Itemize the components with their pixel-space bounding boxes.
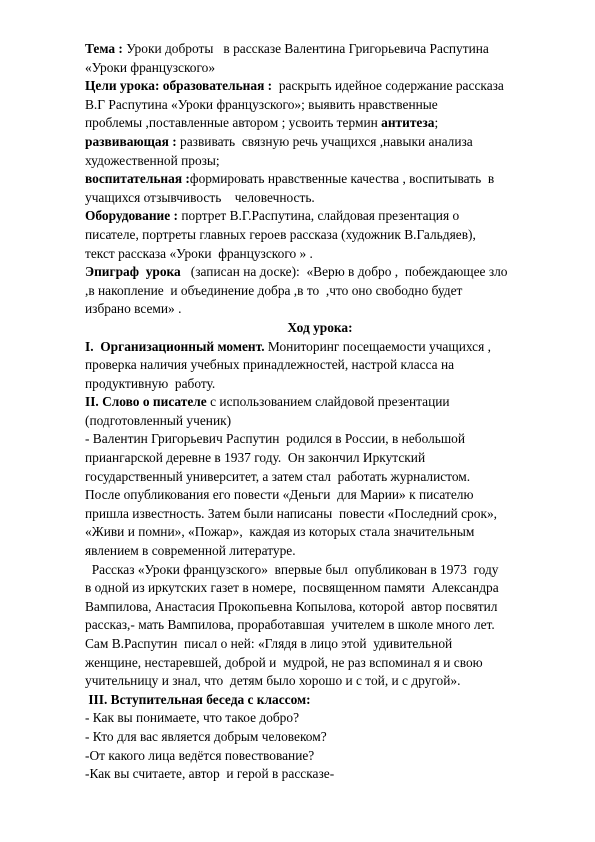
section-1-line-2: проверка наличия учебных принадлежностей, настрой класса на [85, 357, 455, 373]
section-2-text-line: (подготовленный ученик) [85, 412, 232, 428]
epigraph-line-2: ,в накопление и объединение добра ,в то ,что оно свободно будет [85, 282, 463, 298]
equipment-line-2: писателе, портреты главных героев рассказа (художник В.Гальдяев), [85, 226, 476, 242]
section-2-text-line: Сам В.Распутин писал о ней: «Глядя в лицо этой удивительной [85, 636, 453, 651]
goals-vos-line-2: учащихся отзывчивость человечность. [85, 189, 315, 205]
section-1-line-3: продуктивную работу. [85, 375, 216, 391]
section-2-text-line: «Живи и помни», «Пожар», каждая из которых стала значительным [85, 524, 475, 540]
term-antithesis: антитеза [381, 115, 435, 131]
goals-vos-line: воспитательная :формировать нравственные качества , воспитывать в [85, 171, 495, 187]
section-3-heading: III. Вступительная беседа с классом: [85, 691, 311, 707]
section-2-text-line: Рассказ «Уроки французского» впервые был опубликован в 1973 году [85, 561, 499, 577]
topic-line-2: «Уроки французского» [85, 59, 216, 75]
section-1-line: I. Организационный момент. Мониторинг посещаемости учащихся , [85, 338, 491, 354]
goals-dev-line: развивающая : развивать связную речь учащихся ,навыки анализа [85, 133, 473, 149]
section-1-label: I. Организационный момент. [85, 338, 265, 354]
section-2-text-line: в одной из иркутских газет в номере, посвященном памяти Александра [85, 580, 499, 596]
topic-label: Тема : [85, 41, 123, 56]
topic-text: Уроки доброты в рассказе Валентина Григорьевича Распутина [122, 41, 489, 56]
question-line: -Как вы считаете, автор и герой в рассказе- [85, 766, 335, 782]
question-line: - Кто для вас является добрым человеком? [85, 728, 327, 744]
section-2-text-line: женщине, нестаревшей, доброй и мудрой, не раз вспоминал я и свою [85, 654, 483, 670]
equipment-line: Оборудование : портрет В.Г.Распутина, слайдовая презентация о [85, 208, 460, 224]
equipment-line-3: текст рассказа «Уроки французского » . [85, 245, 313, 261]
dev-label: развивающая : [85, 133, 177, 149]
goals-edu-line-3: проблемы ,поставленные автором ; усвоить термин антитеза; [85, 115, 439, 131]
section-2-text-line: - Валентин Григорьевич Распутин родился в России, в небольшой [85, 431, 466, 447]
question-line: -От какого лица ведётся повествование? [85, 747, 315, 763]
section-2-text-line: учительницу и знал, что детям было хорошо и с той, и с другой». [85, 673, 461, 689]
goals-dev-line-2: художественной прозы; [85, 152, 220, 168]
lesson-heading: Ход урока: [287, 319, 353, 335]
section-2-line: II. Слово о писателе с использованием слайдовой презентации [85, 394, 450, 410]
section-2-text-line: явлением в современной литературе. [85, 543, 296, 559]
goals-edu-line: Цели урока: образовательная : раскрыть идейное содержание рассказа [85, 78, 504, 94]
question-line: - Как вы понимаете, что такое добро? [85, 710, 300, 726]
section-2-text-line: Вампилова, Анастасия Прокопьевна Копылова, которой автор посвятил [85, 598, 498, 614]
section-2-text-line: приангарской деревне в 1937 году. Он закончил Иркутский [85, 450, 426, 466]
section-2-text-line: государственный университет, а затем стал работать журналистом. [85, 468, 471, 484]
section-2-label: II. Слово о писателе [85, 394, 207, 410]
section-2-text-line: После опубликования его повести «Деньги для Марии» к писателю [85, 487, 474, 503]
vos-label: воспитательная : [85, 171, 190, 187]
epigraph-line-3: избрано всеми» . [85, 301, 182, 317]
goals-label: Цели урока: образовательная : [85, 78, 273, 94]
epigraph-label: Эпиграф урока [85, 264, 181, 280]
epigraph-line: Эпиграф урока (записан на доске): «Верю в добро , побеждающее зло [85, 264, 508, 280]
topic-line [85, 40, 555, 59]
document-page [85, 40, 555, 784]
equipment-label: Оборудование : [85, 208, 178, 224]
section-2-text-line: рассказ,- мать Вампилова, проработавшая учителем в школе много лет. [85, 617, 495, 633]
section-2-text-line: пришла известность. Затем были написаны повести «Последний срок», [85, 505, 497, 521]
goals-edu-line-2: В.Г Распутина «Уроки французского»; выявить нравственные [85, 96, 438, 112]
